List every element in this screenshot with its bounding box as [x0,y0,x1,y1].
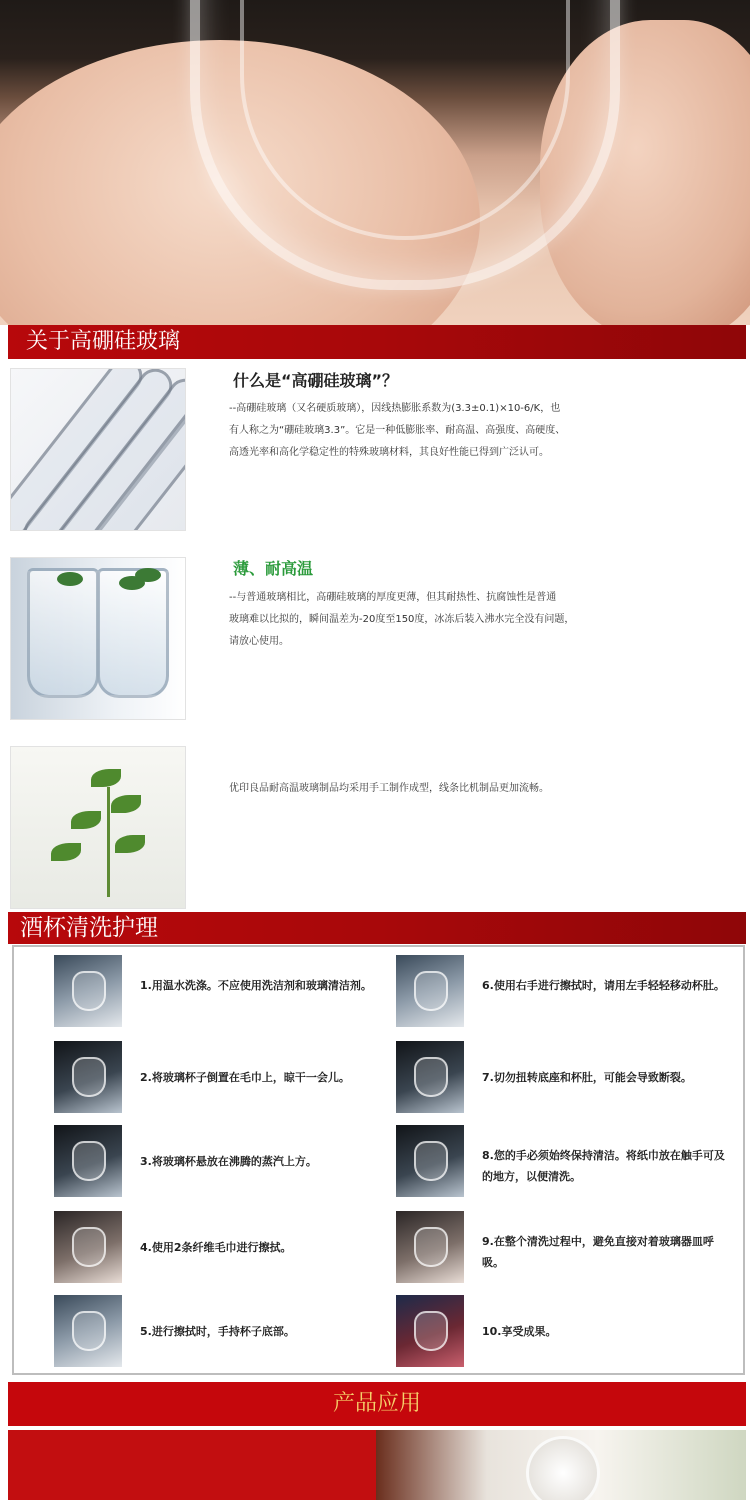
care-step [396,1295,736,1367]
care-step [54,1041,374,1113]
glasses-mint-image [10,557,186,720]
step-photo [396,955,464,1027]
care-step-text: 10.享受成果。 [482,1325,557,1338]
feature-line: 优印良品耐高温玻璃制品均采用手工制作成型，线条比机制品更加流畅。 [229,783,549,794]
step-photo [54,955,122,1027]
step-photo [54,1041,122,1113]
step-photo [396,1125,464,1197]
section-title-application: 产品应用 [8,1382,746,1426]
feature-line: 请放心使用。 [229,636,289,647]
tableware-photo [376,1430,746,1500]
feature-text-handmade [229,778,669,800]
step-photo [396,1295,464,1367]
feature-line: 高透光率和高化学稳定性的特殊玻璃材料，其良好性能已得到广泛认可。 [229,447,549,458]
sprout-image [10,746,186,909]
care-step-text: 1.用温水洗涤。不应使用洗洁剂和玻璃清洁剂。 [140,979,372,992]
care-step-text: 8.您的手必须始终保持清洁。将纸巾放在触手可及的地方，以便清洗。 [482,1149,725,1183]
section-title-care: 酒杯清洗护理 [8,912,746,944]
care-step [396,1125,736,1197]
feature-text-heat-resistant [229,587,669,653]
care-steps-panel [12,945,745,1375]
care-step [54,1125,374,1197]
section-title-about: 关于高硼硅玻璃 [8,325,746,359]
step-photo [54,1211,122,1283]
care-step [54,1211,374,1283]
hero-glass-photo [0,0,750,325]
step-photo [54,1295,122,1367]
care-step-text: 7.切勿扭转底座和杯肚，可能会导致断裂。 [482,1071,692,1084]
care-step [54,1295,374,1367]
care-step-text: 4.使用2条纤维毛巾进行擦拭。 [140,1241,292,1254]
care-step [396,955,736,1027]
step-photo [396,1211,464,1283]
step-photo [396,1041,464,1113]
care-step [54,955,374,1027]
step-photo [54,1125,122,1197]
feature-line: --与普通玻璃相比，高硼硅玻璃的厚度更薄，但其耐热性、抗腐蚀性是普通 [229,592,557,603]
care-step-text: 5.进行擦拭时，手持杯子底部。 [140,1325,295,1338]
care-step-text: 6.使用右手进行擦拭时，请用左手轻轻移动杯肚。 [482,979,725,992]
feature-title-heat-resistant: 薄、耐高温 [233,559,314,578]
care-step [396,1041,736,1113]
application-photo-strip [8,1430,746,1500]
care-step-text: 2.将玻璃杯子倒置在毛巾上，晾干一会儿。 [140,1071,350,1084]
feature-title-borosilicate: 什么是“高硼硅玻璃”？ [233,371,399,390]
care-step [396,1211,736,1283]
feature-text-borosilicate [229,398,669,464]
glass-tubes-image [10,368,186,531]
feature-line: 玻璃难以比拟的，瞬间温差为-20度至150度，冰冻后装入沸水完全没有问题， [229,614,575,625]
feature-line: 有人称之为“硼硅玻璃3.3”。它是一种低膨胀率、耐高温、高强度、高硬度、 [229,425,566,436]
feature-line: --高硼硅玻璃（又名硬质玻璃），因线热膨胀系数为(3.3±0.1)×10-6/K，也 [229,403,561,414]
care-step-text: 3.将玻璃杯悬放在沸腾的蒸汽上方。 [140,1155,317,1168]
care-step-text: 9.在整个清洗过程中，避免直接对着玻璃器皿呼吸。 [482,1235,714,1269]
